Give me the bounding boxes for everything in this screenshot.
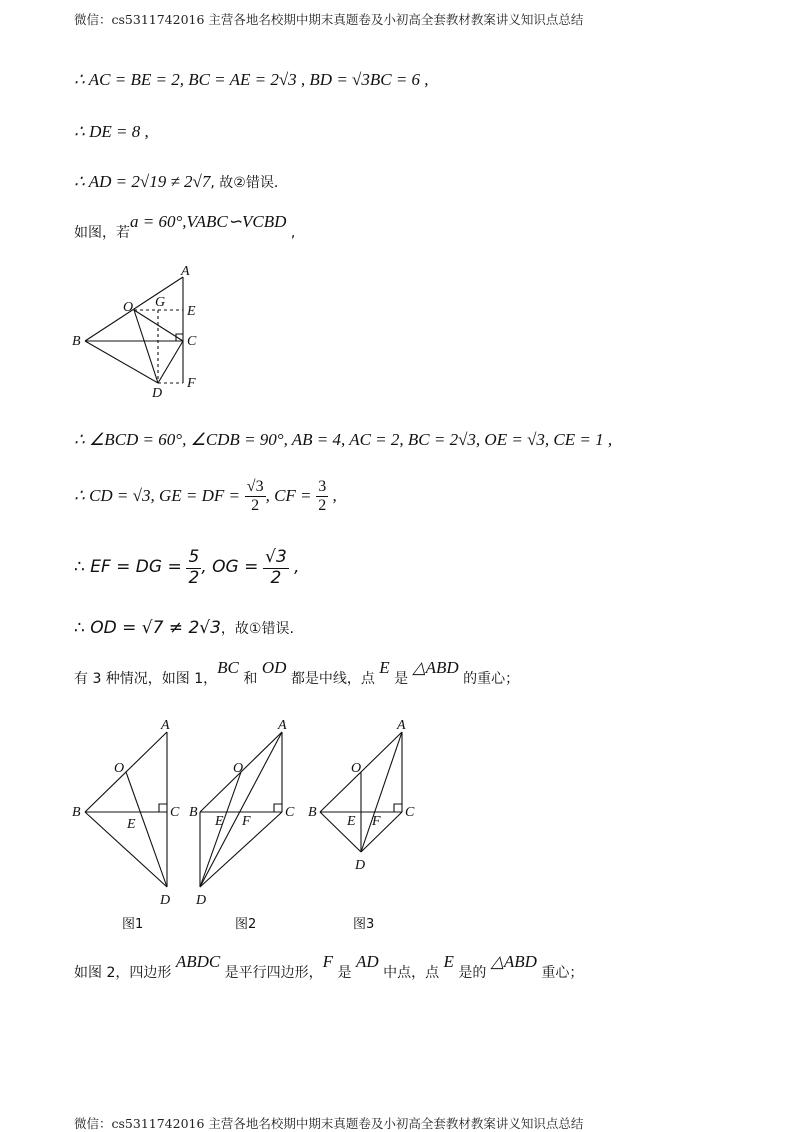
text-and: 和 [238, 671, 262, 687]
f2-label-f: F [242, 814, 251, 829]
f2-dc [200, 812, 282, 887]
page-header: 微信：cs5311742016 主营各地名校期中期末真题卷及小初高全套教材教案讲义知识点总结 [74, 12, 584, 27]
f1-bd [85, 812, 167, 887]
f3-label-o: O [351, 761, 362, 776]
f3-label-b: B [308, 805, 317, 820]
f1-caption: 图1 [122, 917, 144, 932]
equation-1: ∴ AC = BE = 2, BC = AE = 2√3 , BD = √3BC = 6 , [74, 70, 429, 89]
f3-caption: 图3 [353, 917, 375, 932]
solution-line-1 [74, 70, 429, 90]
f3-label-c: C [405, 805, 415, 820]
f3-dc [361, 812, 402, 852]
segment-od [134, 310, 158, 383]
f3-label-e: E [347, 814, 356, 829]
math-od: OD [261, 658, 287, 677]
equation-6b: , CF = [265, 485, 312, 505]
f1-label-e: E [127, 817, 136, 832]
fraction-5-over-2: $\frac{5}{2}$ [188, 547, 200, 588]
figure-2 [187, 712, 307, 942]
label-a: A [181, 265, 190, 279]
equation-3: ∴ AD = 2√19 ≠ 2√7 [74, 172, 211, 191]
text-three-cases: 有 3 种情况，如图 1， [74, 671, 218, 687]
math-triangle-abd-2: △ABD [490, 952, 537, 971]
f2-label-o: O [233, 761, 244, 776]
f1-label-o: O [114, 761, 125, 776]
text-centroid: 的重心； [458, 671, 520, 687]
label-e: E [187, 304, 196, 319]
text-is-2: 是 [333, 965, 356, 981]
solution-line-4 [74, 212, 296, 242]
text-figure-2: 如图 2，四边形 [74, 965, 176, 981]
text-midpoint: 中点，点 [378, 965, 444, 981]
fraction-3-over-2: $\frac{3}{2}$ [318, 478, 327, 515]
intro-text: 如图，若 [74, 225, 130, 241]
f1-label-d: D [160, 893, 171, 908]
figure-top-diagram [70, 265, 220, 405]
fraction-sqrt3-over-2-b: $\frac{√3}{2}$ [265, 547, 287, 588]
text-parallelogram: 是平行四边形， [220, 965, 323, 981]
conclusion-2-wrong: , 故②错误. [210, 175, 279, 191]
equation-6c: , [328, 485, 337, 505]
figure-1 [70, 712, 190, 942]
f2-ad [200, 732, 282, 887]
equation-7c: , [288, 557, 300, 578]
solution-line-10 [74, 952, 584, 982]
label-f: F [187, 376, 196, 391]
math-abdc: ABDC [175, 952, 221, 971]
solution-line-5 [74, 430, 612, 450]
f1-label-a: A [161, 718, 170, 733]
equation-7b: , OG = [201, 557, 259, 578]
equation-2: ∴ DE = 8 , [74, 122, 149, 141]
math-e: E [379, 658, 390, 677]
label-o: O [123, 300, 134, 315]
equation-8: ∴ OD = √7 ≠ 2√3 [74, 618, 221, 638]
f2-od [200, 772, 241, 887]
f3-label-d: D [355, 858, 366, 873]
f3-label-a: A [397, 718, 406, 733]
f2-right-angle [274, 804, 282, 812]
text-is-of: 是的 [453, 965, 491, 981]
segment-bd [85, 341, 158, 383]
comma: , [286, 225, 296, 241]
math-triangle-abd: △ABD [412, 658, 459, 677]
solution-line-6 [74, 478, 337, 516]
condition-math: a = 60°,VABC∽VCBD [130, 212, 287, 231]
solution-line-9 [74, 658, 520, 688]
math-ad: AD [355, 952, 379, 971]
solution-line-2 [74, 122, 149, 142]
label-d: D [152, 386, 163, 401]
f1-right-angle [159, 804, 167, 812]
solution-line-3 [74, 172, 278, 192]
equation-6a: ∴ CD = √3, GE = DF = [74, 485, 240, 505]
figure-3 [305, 712, 425, 942]
f2-label-a: A [278, 718, 287, 733]
f2-caption: 图2 [235, 917, 257, 932]
solution-line-8 [74, 618, 294, 638]
label-g: G [155, 295, 166, 310]
equation-5: ∴ ∠BCD = 60°, ∠CDB = 90°, AB = 4, AC = 2, BC = 2√3, OE = √3, CE = 1 , [74, 430, 613, 449]
f2-label-c: C [285, 805, 295, 820]
text-is: 是 [389, 671, 413, 687]
math-bc: BC [217, 658, 239, 677]
f2-label-e: E [215, 814, 224, 829]
math-e-2: E [443, 952, 454, 971]
f2-label-b: B [189, 805, 198, 820]
solution-line-7 [74, 548, 300, 588]
segment-dc [158, 341, 183, 383]
label-c: C [187, 334, 197, 349]
text-centroid-2: 重心； [536, 965, 584, 981]
conclusion-1-wrong: ，故①错误. [220, 621, 294, 637]
label-b: B [72, 334, 81, 349]
f3-right-angle [394, 804, 402, 812]
text-medians: 都是中线，点 [286, 671, 380, 687]
f2-label-d: D [196, 893, 207, 908]
math-f: F [322, 952, 334, 971]
f3-ad [361, 732, 402, 852]
f1-label-c: C [170, 805, 180, 820]
equation-7a: ∴ EF = DG = [74, 557, 182, 578]
fraction-sqrt3-over-2: $\frac{√3}{2}$ [246, 478, 264, 515]
f3-label-f: F [372, 814, 381, 829]
page-footer: 微信：cs5311742016 主营各地名校期中期末真题卷及小初高全套教材教案讲义知识点总结 [74, 1116, 584, 1131]
f1-label-b: B [72, 805, 81, 820]
